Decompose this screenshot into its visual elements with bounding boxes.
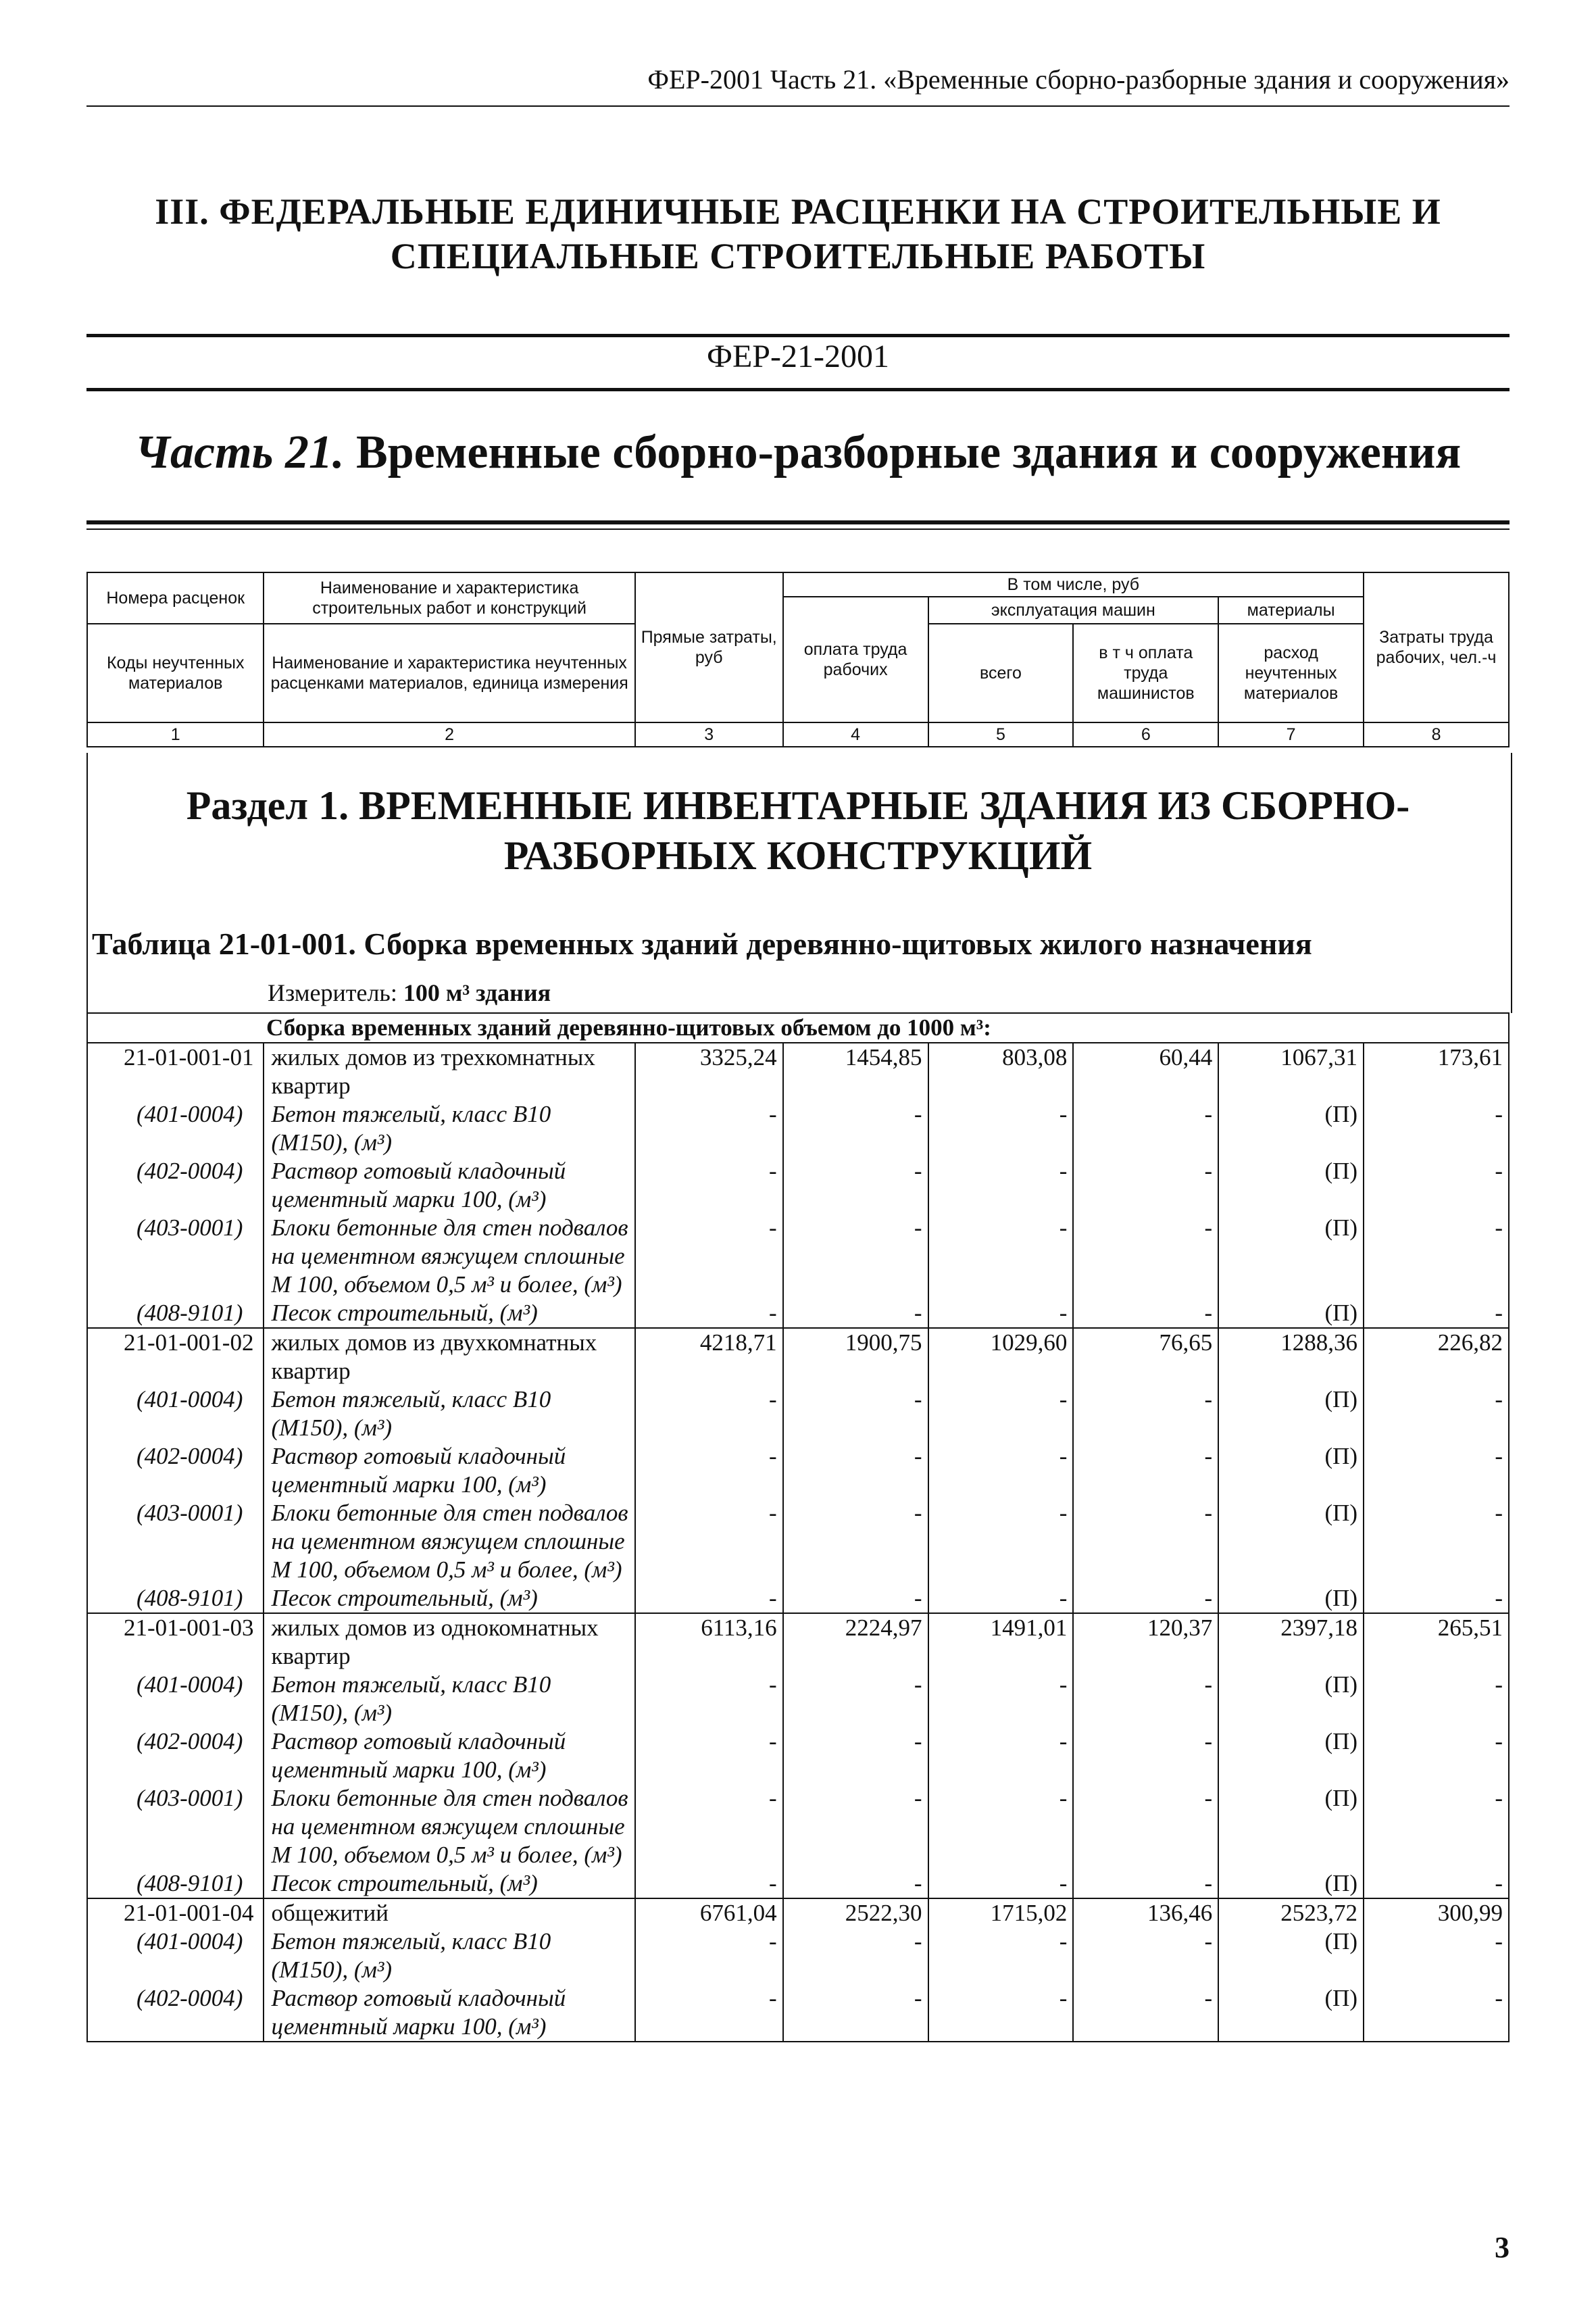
cell-c4: 1454,85 — [783, 1043, 928, 1100]
cell-c7: (П) — [1218, 1385, 1364, 1442]
cell-name: жилых домов из трехкомнатных квартир — [264, 1043, 634, 1100]
cell-c5: - — [928, 1100, 1074, 1157]
cell-c6: 60,44 — [1073, 1043, 1218, 1100]
cell-c5: - — [928, 1671, 1074, 1727]
cell-name: Раствор готовый кладочный цементный марки 100, (м³) — [264, 1157, 634, 1214]
material-row — [87, 1157, 1509, 1214]
hdr-material-usage: расход неучтенных материалов — [1218, 624, 1364, 722]
page-number: 3 — [1495, 2231, 1510, 2264]
cell-c6: - — [1073, 1984, 1218, 2042]
cell-c5: - — [928, 1157, 1074, 1214]
hdr-num: 5 — [928, 722, 1074, 747]
cell-c4: - — [783, 1299, 928, 1328]
cell-code: (401-0004) — [87, 1385, 264, 1442]
cell-c4: - — [783, 1442, 928, 1499]
cell-c3: - — [635, 1584, 783, 1613]
cell-c5: 1029,60 — [928, 1328, 1074, 1385]
section-title — [86, 781, 1510, 881]
hdr-material-names: Наименование и характеристика неучтенных расценками материалов, единица измерения — [264, 624, 634, 722]
part-title-line-2: СПЕЦИАЛЬНЫЕ СТРОИТЕЛЬНЫЕ РАБОТЫ — [390, 236, 1206, 276]
cell-c6: - — [1073, 1299, 1218, 1328]
cell-c6: - — [1073, 1584, 1218, 1613]
cell-c8: - — [1364, 1100, 1509, 1157]
cell-c7: 2397,18 — [1218, 1613, 1364, 1671]
hdr-work-name: Наименование и характеристика строительных работ и конструкций — [264, 572, 634, 624]
cell-c8: - — [1364, 1927, 1509, 1984]
cell-c5: - — [928, 1214, 1074, 1299]
cell-c6: 120,37 — [1073, 1613, 1218, 1671]
cell-c8: 265,51 — [1364, 1613, 1509, 1671]
cell-code: (401-0004) — [87, 1927, 264, 1984]
cell-c7: (П) — [1218, 1984, 1364, 2042]
cell-c8: - — [1364, 1784, 1509, 1869]
cell-c3: - — [635, 1100, 783, 1157]
cell-c4: - — [783, 1100, 928, 1157]
running-header: ФЕР-2001 Часть 21. «Временные сборно-разборные здания и сооружения» — [647, 64, 1510, 95]
cell-c8: - — [1364, 1869, 1509, 1898]
cell-c7: (П) — [1218, 1927, 1364, 1984]
cell-code: (408-9101) — [87, 1584, 264, 1613]
cell-name: Песок строительный, (м³) — [264, 1584, 634, 1613]
cell-name: Блоки бетонные для стен подвалов на цементном вяжущем сплошные М 100, объемом 0,5 м³ и более, (м³) — [264, 1784, 634, 1869]
cell-c7: 1067,31 — [1218, 1043, 1364, 1100]
cell-code: (403-0001) — [87, 1214, 264, 1299]
cell-c6: - — [1073, 1869, 1218, 1898]
cell-name: Блоки бетонные для стен подвалов на цементном вяжущем сплошные М 100, объемом 0,5 м³ и более, (м³) — [264, 1214, 634, 1299]
material-row — [87, 1984, 1509, 2042]
cell-c7: 2523,72 — [1218, 1898, 1364, 1927]
material-row — [87, 1727, 1509, 1784]
cell-name: Блоки бетонные для стен подвалов на цементном вяжущем сплошные М 100, объемом 0,5 м³ и более, (м³) — [264, 1499, 634, 1584]
cell-name: общежитий — [264, 1898, 634, 1927]
hdr-direct-costs: Прямые затраты, руб — [635, 572, 783, 722]
cell-code: (408-9101) — [87, 1299, 264, 1328]
cell-c5: - — [928, 1442, 1074, 1499]
cell-c5: - — [928, 1499, 1074, 1584]
cell-c7: (П) — [1218, 1442, 1364, 1499]
cell-c6: - — [1073, 1442, 1218, 1499]
hdr-worker-pay: оплата труда рабочих — [783, 597, 928, 722]
cell-c7: (П) — [1218, 1584, 1364, 1613]
cell-code: (402-0004) — [87, 1984, 264, 2042]
cell-code: (402-0004) — [87, 1442, 264, 1499]
cell-name: Песок строительный, (м³) — [264, 1869, 634, 1898]
cell-c6: - — [1073, 1671, 1218, 1727]
chapter-title — [86, 426, 1510, 480]
cell-c7: 1288,36 — [1218, 1328, 1364, 1385]
cell-c3: 4218,71 — [635, 1328, 783, 1385]
part-title-line-1: III. ФЕДЕРАЛЬНЫЕ ЕДИНИЧНЫЕ РАСЦЕНКИ НА СТРОИТЕЛЬНЫЕ И — [155, 191, 1441, 232]
cell-c4: 2522,30 — [783, 1898, 928, 1927]
cell-c6: - — [1073, 1100, 1218, 1157]
code-title: ФЕР-21-2001 — [707, 339, 889, 374]
column-header-table — [86, 572, 1510, 747]
hdr-machines-total: всего — [928, 624, 1074, 722]
cell-c8: - — [1364, 1385, 1509, 1442]
hdr-machines: эксплуатация машин — [928, 597, 1219, 624]
subheading-row — [87, 1013, 1509, 1043]
cell-name: Бетон тяжелый, класс B10 (M150), (м³) — [264, 1385, 634, 1442]
subheading: Сборка временных зданий деревянно-щитовых объемом до 1000 м³: — [87, 1013, 1509, 1043]
hdr-number-row — [87, 722, 1509, 747]
cell-c5: - — [928, 1927, 1074, 1984]
hdr-labor-costs: Затраты труда рабочих, чел.-ч — [1364, 572, 1509, 722]
cell-c7: (П) — [1218, 1869, 1364, 1898]
cell-c7: (П) — [1218, 1499, 1364, 1584]
cell-code: (403-0001) — [87, 1784, 264, 1869]
header-rule — [86, 105, 1510, 107]
cell-c4: - — [783, 1157, 928, 1214]
cell-c8: - — [1364, 1984, 1509, 2042]
rate-row — [87, 1613, 1509, 1671]
cell-c3: - — [635, 1784, 783, 1869]
material-row — [87, 1584, 1509, 1613]
cell-code: (402-0004) — [87, 1727, 264, 1784]
cell-c8: 300,99 — [1364, 1898, 1509, 1927]
cell-c6: - — [1073, 1784, 1218, 1869]
cell-c8: 226,82 — [1364, 1328, 1509, 1385]
cell-c6: - — [1073, 1385, 1218, 1442]
cell-name: Бетон тяжелый, класс B10 (M150), (м³) — [264, 1927, 634, 1984]
measure-unit — [268, 979, 551, 1007]
hdr-operator-pay: в т ч оплата труда машинистов — [1073, 624, 1218, 722]
section-title-line-1: Раздел 1. ВРЕМЕННЫЕ ИНВЕНТАРНЫЕ ЗДАНИЯ ИЗ СБОРНО- — [186, 783, 1410, 828]
code-rule-bottom — [86, 388, 1510, 391]
hdr-num: 3 — [635, 722, 783, 747]
section-title-line-2: РАЗБОРНЫХ КОНСТРУКЦИЙ — [503, 833, 1093, 878]
cell-c5: - — [928, 1727, 1074, 1784]
cell-c3: 6113,16 — [635, 1613, 783, 1671]
cell-c4: - — [783, 1499, 928, 1584]
material-row — [87, 1784, 1509, 1869]
cell-code: 21-01-001-01 — [87, 1043, 264, 1100]
cell-code: 21-01-001-02 — [87, 1328, 264, 1385]
cell-c8: - — [1364, 1299, 1509, 1328]
cell-c5: 1491,01 — [928, 1613, 1074, 1671]
cell-name: Раствор готовый кладочный цементный марки 100, (м³) — [264, 1727, 634, 1784]
cell-c5: - — [928, 1299, 1074, 1328]
cell-c4: - — [783, 1385, 928, 1442]
rate-row — [87, 1898, 1509, 1927]
cell-c4: - — [783, 1671, 928, 1727]
cell-code: (408-9101) — [87, 1869, 264, 1898]
rates-table — [86, 1012, 1510, 2042]
material-row — [87, 1671, 1509, 1727]
hdr-material-codes: Коды неучтенных материалов — [87, 624, 264, 722]
cell-name: Раствор готовый кладочный цементный марки 100, (м³) — [264, 1984, 634, 2042]
cell-c4: - — [783, 1869, 928, 1898]
hdr-rate-numbers: Номера расценок — [87, 572, 264, 624]
hdr-num: 1 — [87, 722, 264, 747]
cell-c5: 1715,02 — [928, 1898, 1074, 1927]
cell-c6: - — [1073, 1499, 1218, 1584]
chapter-name: Временные сборно-разборные здания и сооружения — [356, 426, 1462, 478]
cell-c5: - — [928, 1869, 1074, 1898]
chapter-prefix: Часть 21. — [134, 426, 345, 478]
hdr-num: 2 — [264, 722, 634, 747]
rate-row — [87, 1043, 1509, 1100]
cell-c5: - — [928, 1385, 1074, 1442]
cell-c7: (П) — [1218, 1100, 1364, 1157]
cell-c3: - — [635, 1727, 783, 1784]
cell-c3: - — [635, 1499, 783, 1584]
hdr-materials: материалы — [1218, 597, 1364, 624]
cell-name: Бетон тяжелый, класс B10 (M150), (м³) — [264, 1100, 634, 1157]
material-row — [87, 1869, 1509, 1898]
cell-c8: - — [1364, 1671, 1509, 1727]
cell-c3: 3325,24 — [635, 1043, 783, 1100]
material-row — [87, 1214, 1509, 1299]
cell-c6: 136,46 — [1073, 1898, 1218, 1927]
cell-c8: - — [1364, 1499, 1509, 1584]
cell-code: 21-01-001-04 — [87, 1898, 264, 1927]
cell-c8: - — [1364, 1442, 1509, 1499]
cell-c3: 6761,04 — [635, 1898, 783, 1927]
cell-c4: - — [783, 1584, 928, 1613]
material-row — [87, 1499, 1509, 1584]
cell-code: (401-0004) — [87, 1671, 264, 1727]
cell-code: 21-01-001-03 — [87, 1613, 264, 1671]
cell-c7: (П) — [1218, 1671, 1364, 1727]
cell-code: (401-0004) — [87, 1100, 264, 1157]
hdr-including: В том числе, руб — [783, 572, 1364, 597]
measure-label: Измеритель: — [268, 979, 397, 1006]
cell-c5: - — [928, 1584, 1074, 1613]
cell-c7: (П) — [1218, 1784, 1364, 1869]
cell-c6: - — [1073, 1927, 1218, 1984]
cell-c8: - — [1364, 1157, 1509, 1214]
chapter-rule-thin — [86, 528, 1510, 530]
measure-value: 100 м³ здания — [403, 979, 551, 1006]
cell-c4: 2224,97 — [783, 1613, 928, 1671]
cell-code: (402-0004) — [87, 1157, 264, 1214]
hdr-num: 4 — [783, 722, 928, 747]
cell-c5: 803,08 — [928, 1043, 1074, 1100]
cell-c8: 173,61 — [1364, 1043, 1509, 1100]
cell-c3: - — [635, 1157, 783, 1214]
cell-c3: - — [635, 1299, 783, 1328]
cell-name: жилых домов из однокомнатных квартир — [264, 1613, 634, 1671]
cell-c4: 1900,75 — [783, 1328, 928, 1385]
cell-c3: - — [635, 1869, 783, 1898]
cell-name: Раствор готовый кладочный цементный марки 100, (м³) — [264, 1442, 634, 1499]
cell-c3: - — [635, 1442, 783, 1499]
cell-name: Бетон тяжелый, класс B10 (M150), (м³) — [264, 1671, 634, 1727]
cell-c3: - — [635, 1671, 783, 1727]
cell-c8: - — [1364, 1584, 1509, 1613]
cell-c5: - — [928, 1784, 1074, 1869]
cell-code: (403-0001) — [87, 1499, 264, 1584]
cell-c3: - — [635, 1385, 783, 1442]
cell-c6: - — [1073, 1157, 1218, 1214]
cell-c8: - — [1364, 1727, 1509, 1784]
cell-c3: - — [635, 1927, 783, 1984]
material-row — [87, 1100, 1509, 1157]
cell-name: Песок строительный, (м³) — [264, 1299, 634, 1328]
material-row — [87, 1442, 1509, 1499]
material-row — [87, 1385, 1509, 1442]
cell-c3: - — [635, 1214, 783, 1299]
cell-c7: (П) — [1218, 1299, 1364, 1328]
chapter-rule — [86, 520, 1510, 524]
cell-name: жилых домов из двухкомнатных квартир — [264, 1328, 634, 1385]
rate-row — [87, 1328, 1509, 1385]
hdr-num: 8 — [1364, 722, 1509, 747]
cell-c7: (П) — [1218, 1157, 1364, 1214]
cell-c4: - — [783, 1214, 928, 1299]
cell-c6: - — [1073, 1214, 1218, 1299]
code-rule-top — [86, 334, 1510, 337]
cell-c4: - — [783, 1984, 928, 2042]
hdr-num: 6 — [1073, 722, 1218, 747]
cell-c8: - — [1364, 1214, 1509, 1299]
cell-c7: (П) — [1218, 1727, 1364, 1784]
material-row — [87, 1927, 1509, 1984]
cell-c5: - — [928, 1984, 1074, 2042]
hdr-num: 7 — [1218, 722, 1364, 747]
cell-c4: - — [783, 1927, 928, 1984]
cell-c3: - — [635, 1984, 783, 2042]
material-row — [87, 1299, 1509, 1328]
cell-c7: (П) — [1218, 1214, 1364, 1299]
table-title: Таблица 21-01-001. Сборка временных зданий деревянно-щитовых жилого назначения — [92, 927, 1312, 961]
cell-c6: 76,65 — [1073, 1328, 1218, 1385]
cell-c4: - — [783, 1784, 928, 1869]
part-title — [86, 189, 1510, 278]
cell-c6: - — [1073, 1727, 1218, 1784]
cell-c4: - — [783, 1727, 928, 1784]
